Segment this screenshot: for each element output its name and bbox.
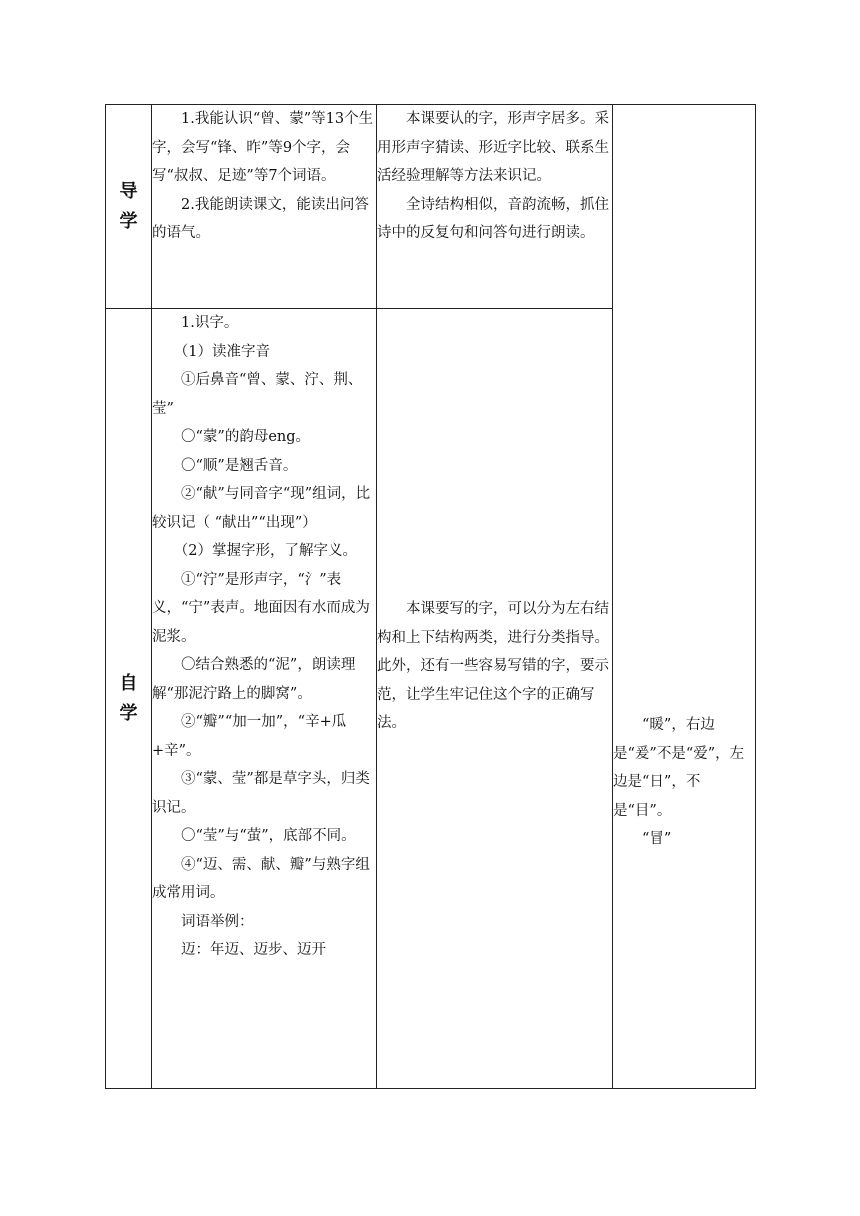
row-label-daoxue: 导 学 xyxy=(106,105,152,309)
content-line: 〇“莹”与“萤”，底部不同。 xyxy=(181,828,356,844)
note-paragraph: “冒” xyxy=(642,831,672,847)
goal-item: 2.我能朗读课文，能读出问答的语气。 xyxy=(152,196,369,241)
content-line: （2）掌握字形，了解字义。 xyxy=(173,543,357,559)
content-line: 〇结合熟悉的“泥”，朗读理解“那泥泞路上的脚窝”。 xyxy=(152,657,356,702)
note-paragraph: “暖”，右边是“爰”不是“爱”，左边是“日”，不是“目”。 xyxy=(613,717,745,819)
writing-guidance xyxy=(377,309,613,1089)
self-study-content xyxy=(152,309,377,1089)
content-line: 1.识字。 xyxy=(181,315,239,331)
notes-cell xyxy=(613,105,756,1089)
learning-goals xyxy=(152,105,377,309)
content-line: ③“蒙、莹”都是草字头，归类识记。 xyxy=(152,771,370,816)
content-line: 〇“顺”是翘舌音。 xyxy=(181,457,298,474)
lesson-plan-table xyxy=(105,104,756,1089)
content-line: 〇“蒙”的韵母eng。 xyxy=(181,429,311,445)
guidance-paragraph: 本课要认的字，形声字居多。采用形声字猜读、形近字比较、联系生活经验理解等方法来识记。 xyxy=(377,111,609,184)
content-line: 词语举例： xyxy=(181,913,254,930)
content-line: ④“迈、需、献、瓣”与熟字组成常用词。 xyxy=(152,856,370,901)
content-line: ①后鼻音“曾、蒙、泞、荆、莹” xyxy=(152,372,363,417)
guidance-paragraph: 全诗结构相似，音韵流畅，抓住诗中的反复句和问答句进行朗读。 xyxy=(377,196,609,241)
guidance-paragraph: 本课要写的字，可以分为左右结构和上下结构两类，进行分类指导。此外，还有一些容易写错的字，要示范，让学生牢记住这个字的正确写法。 xyxy=(377,601,609,731)
content-line: 迈：年迈、迈步、迈开 xyxy=(181,942,326,958)
content-line: ②“瓣”“加一加”，“辛+瓜+辛”。 xyxy=(152,714,347,759)
row-label-zixue: 自 学 xyxy=(106,309,152,1089)
content-line: （1）读准字音 xyxy=(173,343,270,360)
content-line: ①“泞”是形声字，“氵”表义，“宁”表声。地面因有水而成为泥浆。 xyxy=(152,571,370,645)
content-line: ②“献”与同音字“现”组词，比较识记（ “献出”“出现”） xyxy=(152,486,371,531)
table-row xyxy=(106,105,756,309)
goal-item: 1.我能认识“曾、蒙”等13个生字，会写“锋、昨”等9个字，会写“叔叔、足迹”等7个词语。 xyxy=(152,111,374,184)
teaching-guidance xyxy=(377,105,613,309)
